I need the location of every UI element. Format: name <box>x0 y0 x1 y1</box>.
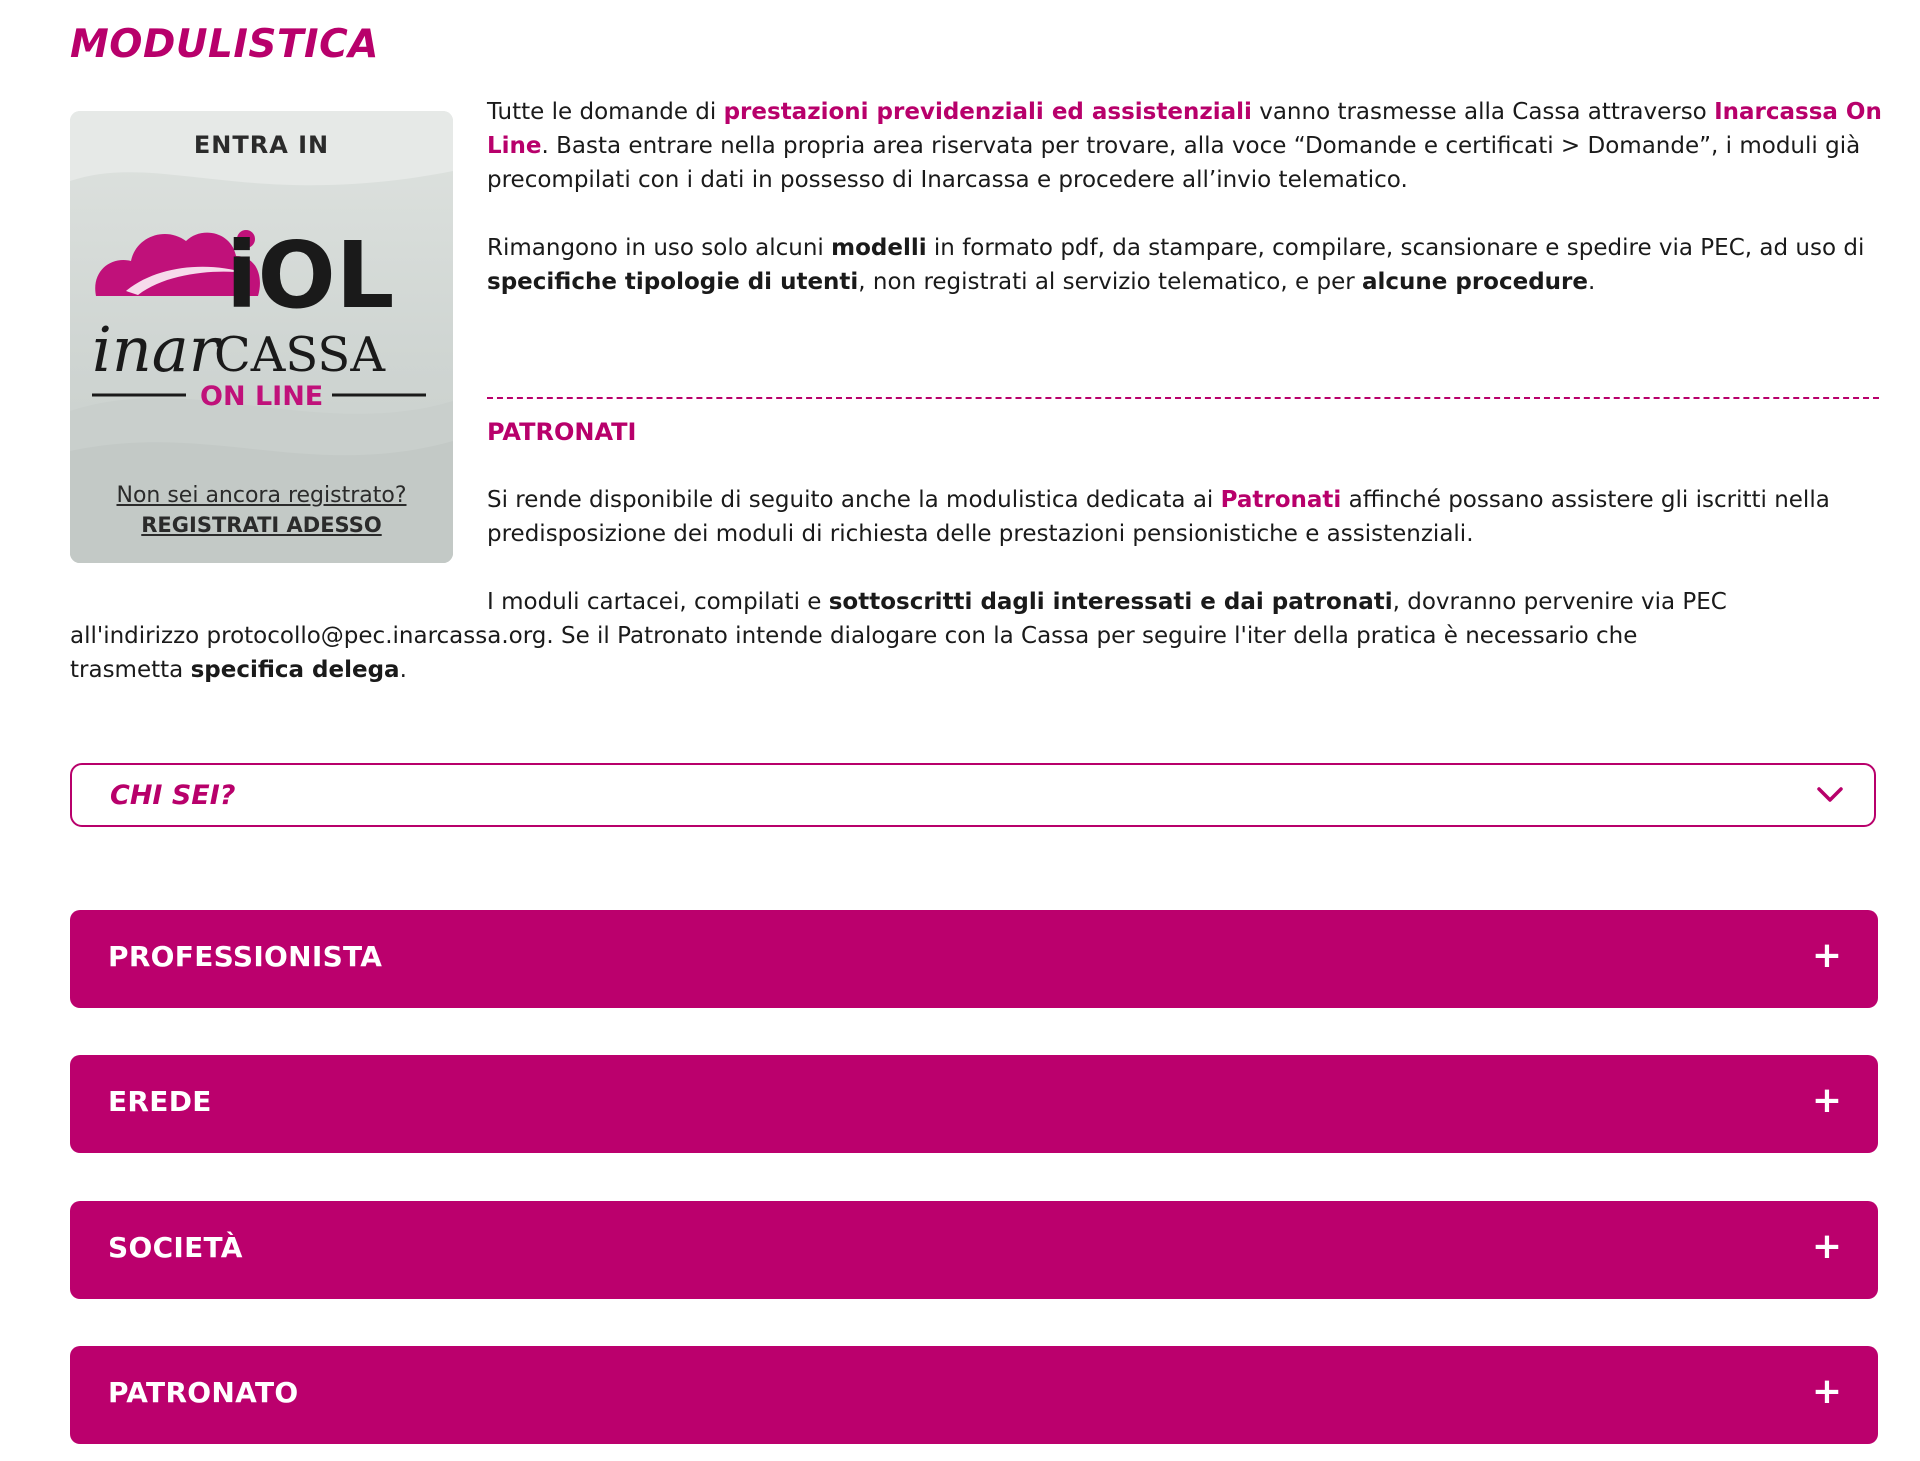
accordion-label: SOCIETÀ <box>108 1231 243 1264</box>
plus-icon: + <box>1811 1080 1842 1121</box>
patronati-paragraph-2-line-3 <box>70 653 1880 687</box>
patronati-paragraph-2-line-2: all'indirizzo protocollo@pec.inarcassa.org. Se il Patronato intende dialogare con la Cassa per seguire l'iter della pratica è necessario che <box>70 623 1638 649</box>
highlight-prestazioni: prestazioni previdenziali ed assistenziali <box>723 99 1252 125</box>
text: in formato pdf, da stampare, compilare, scansionare e spedire via PEC, ad uso di <box>926 235 1865 261</box>
text: , non registrati al servizio telematico, e per <box>858 269 1362 295</box>
section-divider <box>487 397 1879 399</box>
accordion-label: PROFESSIONISTA <box>108 940 383 973</box>
text: I moduli cartacei, compilati e <box>487 589 829 615</box>
banner-question[interactable]: Non sei ancora registrato? <box>116 483 407 508</box>
plus-icon: + <box>1811 1226 1842 1267</box>
accordion-patronato[interactable] <box>70 1346 1878 1444</box>
inarcassa-online-link[interactable]: Inarcassa On Line <box>487 99 1882 159</box>
accordion-label: EREDE <box>108 1085 212 1118</box>
logo-inar: inar <box>92 313 219 386</box>
accordion-professionista[interactable] <box>70 910 1878 1008</box>
plus-icon: + <box>1811 935 1842 976</box>
logo-cassa: CASSA <box>214 327 385 383</box>
logo-iol: iOL <box>226 222 395 329</box>
text: trasmetta <box>70 657 191 683</box>
text: vanno trasmesse alla Cassa attraverso <box>1251 99 1715 125</box>
bold-delega: specifica delega <box>190 657 400 683</box>
text: . <box>1588 269 1596 295</box>
text: affinché possano assistere gli iscritti nella predisposizione dei moduli di richiesta delle prestazioni pensionistiche e assistenziali. <box>487 487 1830 547</box>
iol-logo <box>86 211 436 441</box>
intro-paragraph-1 <box>487 95 1882 197</box>
highlight-patronati: Patronati <box>1220 487 1342 513</box>
accordion-label: PATRONATO <box>108 1376 299 1409</box>
bold-modelli: modelli <box>831 235 927 261</box>
chi-sei-label: CHI SEI? <box>110 780 236 811</box>
bold-sottoscritti: sottoscritti dagli interessati e dai patronati <box>828 589 1393 615</box>
logo-online: ON LINE <box>200 381 324 412</box>
banner-entra-in: ENTRA IN <box>193 131 330 159</box>
text: , dovranno pervenire via PEC <box>1392 589 1727 615</box>
page-title: MODULISTICA <box>70 22 379 67</box>
intro-paragraph-2 <box>487 231 1882 299</box>
accordion-erede[interactable] <box>70 1055 1878 1153</box>
bold-procedure: alcune procedure <box>1361 269 1588 295</box>
patronati-paragraph-1 <box>487 483 1882 551</box>
chi-sei-select[interactable] <box>70 763 1876 827</box>
iol-banner[interactable] <box>70 111 453 563</box>
chevron-down-icon <box>1816 785 1844 805</box>
plus-icon: + <box>1811 1371 1842 1412</box>
patronati-paragraph-2 <box>487 585 1882 619</box>
patronati-heading: PATRONATI <box>487 418 637 446</box>
text: . Basta entrare nella propria area riservata per trovare, alla voce “Domande e certificati > Domande”, i moduli già precompilati con i dati in possesso di Inarcassa e procedere all’invio telematico. <box>487 133 1861 193</box>
bold-tipologie: specifiche tipologie di utenti <box>487 269 859 295</box>
text: . <box>399 657 407 683</box>
text: Tutte le domande di <box>487 99 724 125</box>
text: Si rende disponibile di seguito anche la modulistica dedicata ai <box>487 487 1221 513</box>
accordion-societa[interactable] <box>70 1201 1878 1299</box>
text: Rimangono in uso solo alcuni <box>487 235 832 261</box>
register-now-link[interactable]: REGISTRATI ADESSO <box>141 513 382 537</box>
